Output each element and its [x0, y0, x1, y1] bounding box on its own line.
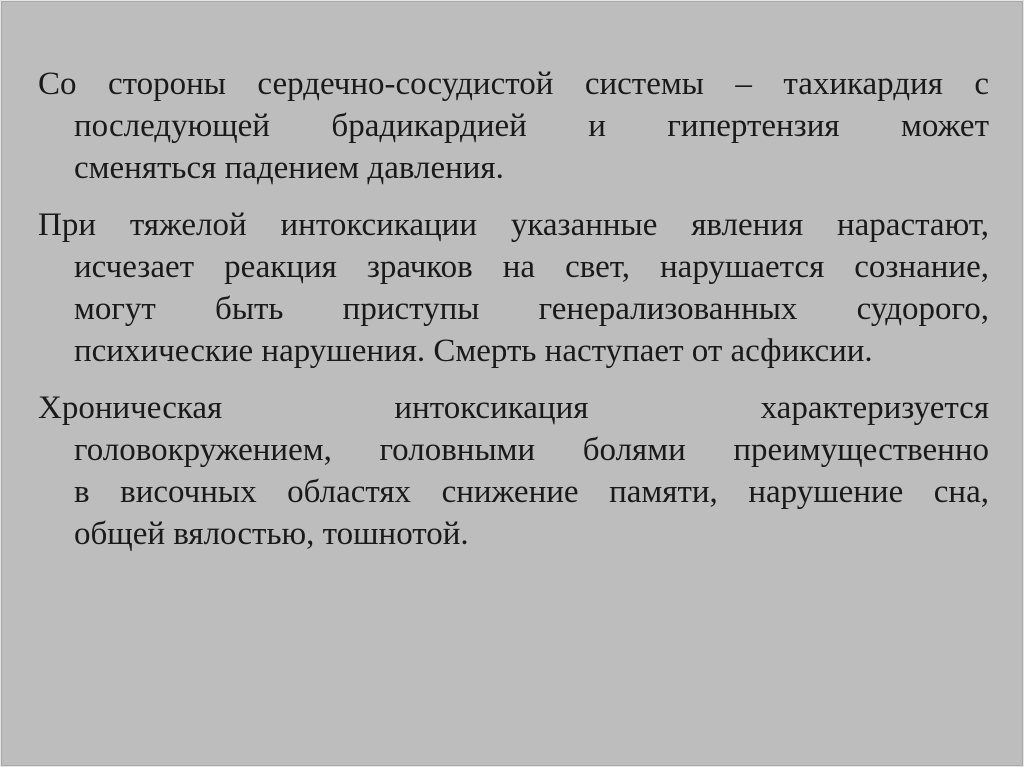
- text-line: головокружением, головными болями преимущественно: [74, 432, 989, 468]
- text-line: Со стороны сердечно-сосудистой системы – тахикардия с: [38, 66, 989, 102]
- text-line: При тяжелой интоксикации указанные явления нарастают,: [38, 207, 989, 243]
- text-line: сменяться падением давления.: [74, 150, 504, 186]
- text-line: общей вялостью, тошнотой.: [74, 516, 469, 552]
- text-line: в височных областях снижение памяти, нарушение сна,: [74, 474, 989, 510]
- paragraph-chronic-intoxication: [38, 387, 989, 555]
- text-line: исчезает реакция зрачков на свет, нарушается сознание,: [74, 249, 989, 285]
- text-line: Хроническая интоксикация характеризуется: [38, 390, 989, 426]
- paragraph-cardiovascular: [38, 63, 989, 189]
- paragraph-severe-intoxication: [38, 204, 989, 372]
- slide-text: [38, 63, 989, 570]
- text-line: могут быть приступы генерализованных судорого,: [74, 291, 989, 327]
- text-line: психические нарушения. Смерть наступает от асфиксии.: [74, 333, 873, 369]
- text-line: последующей брадикардией и гипертензия может: [74, 108, 989, 144]
